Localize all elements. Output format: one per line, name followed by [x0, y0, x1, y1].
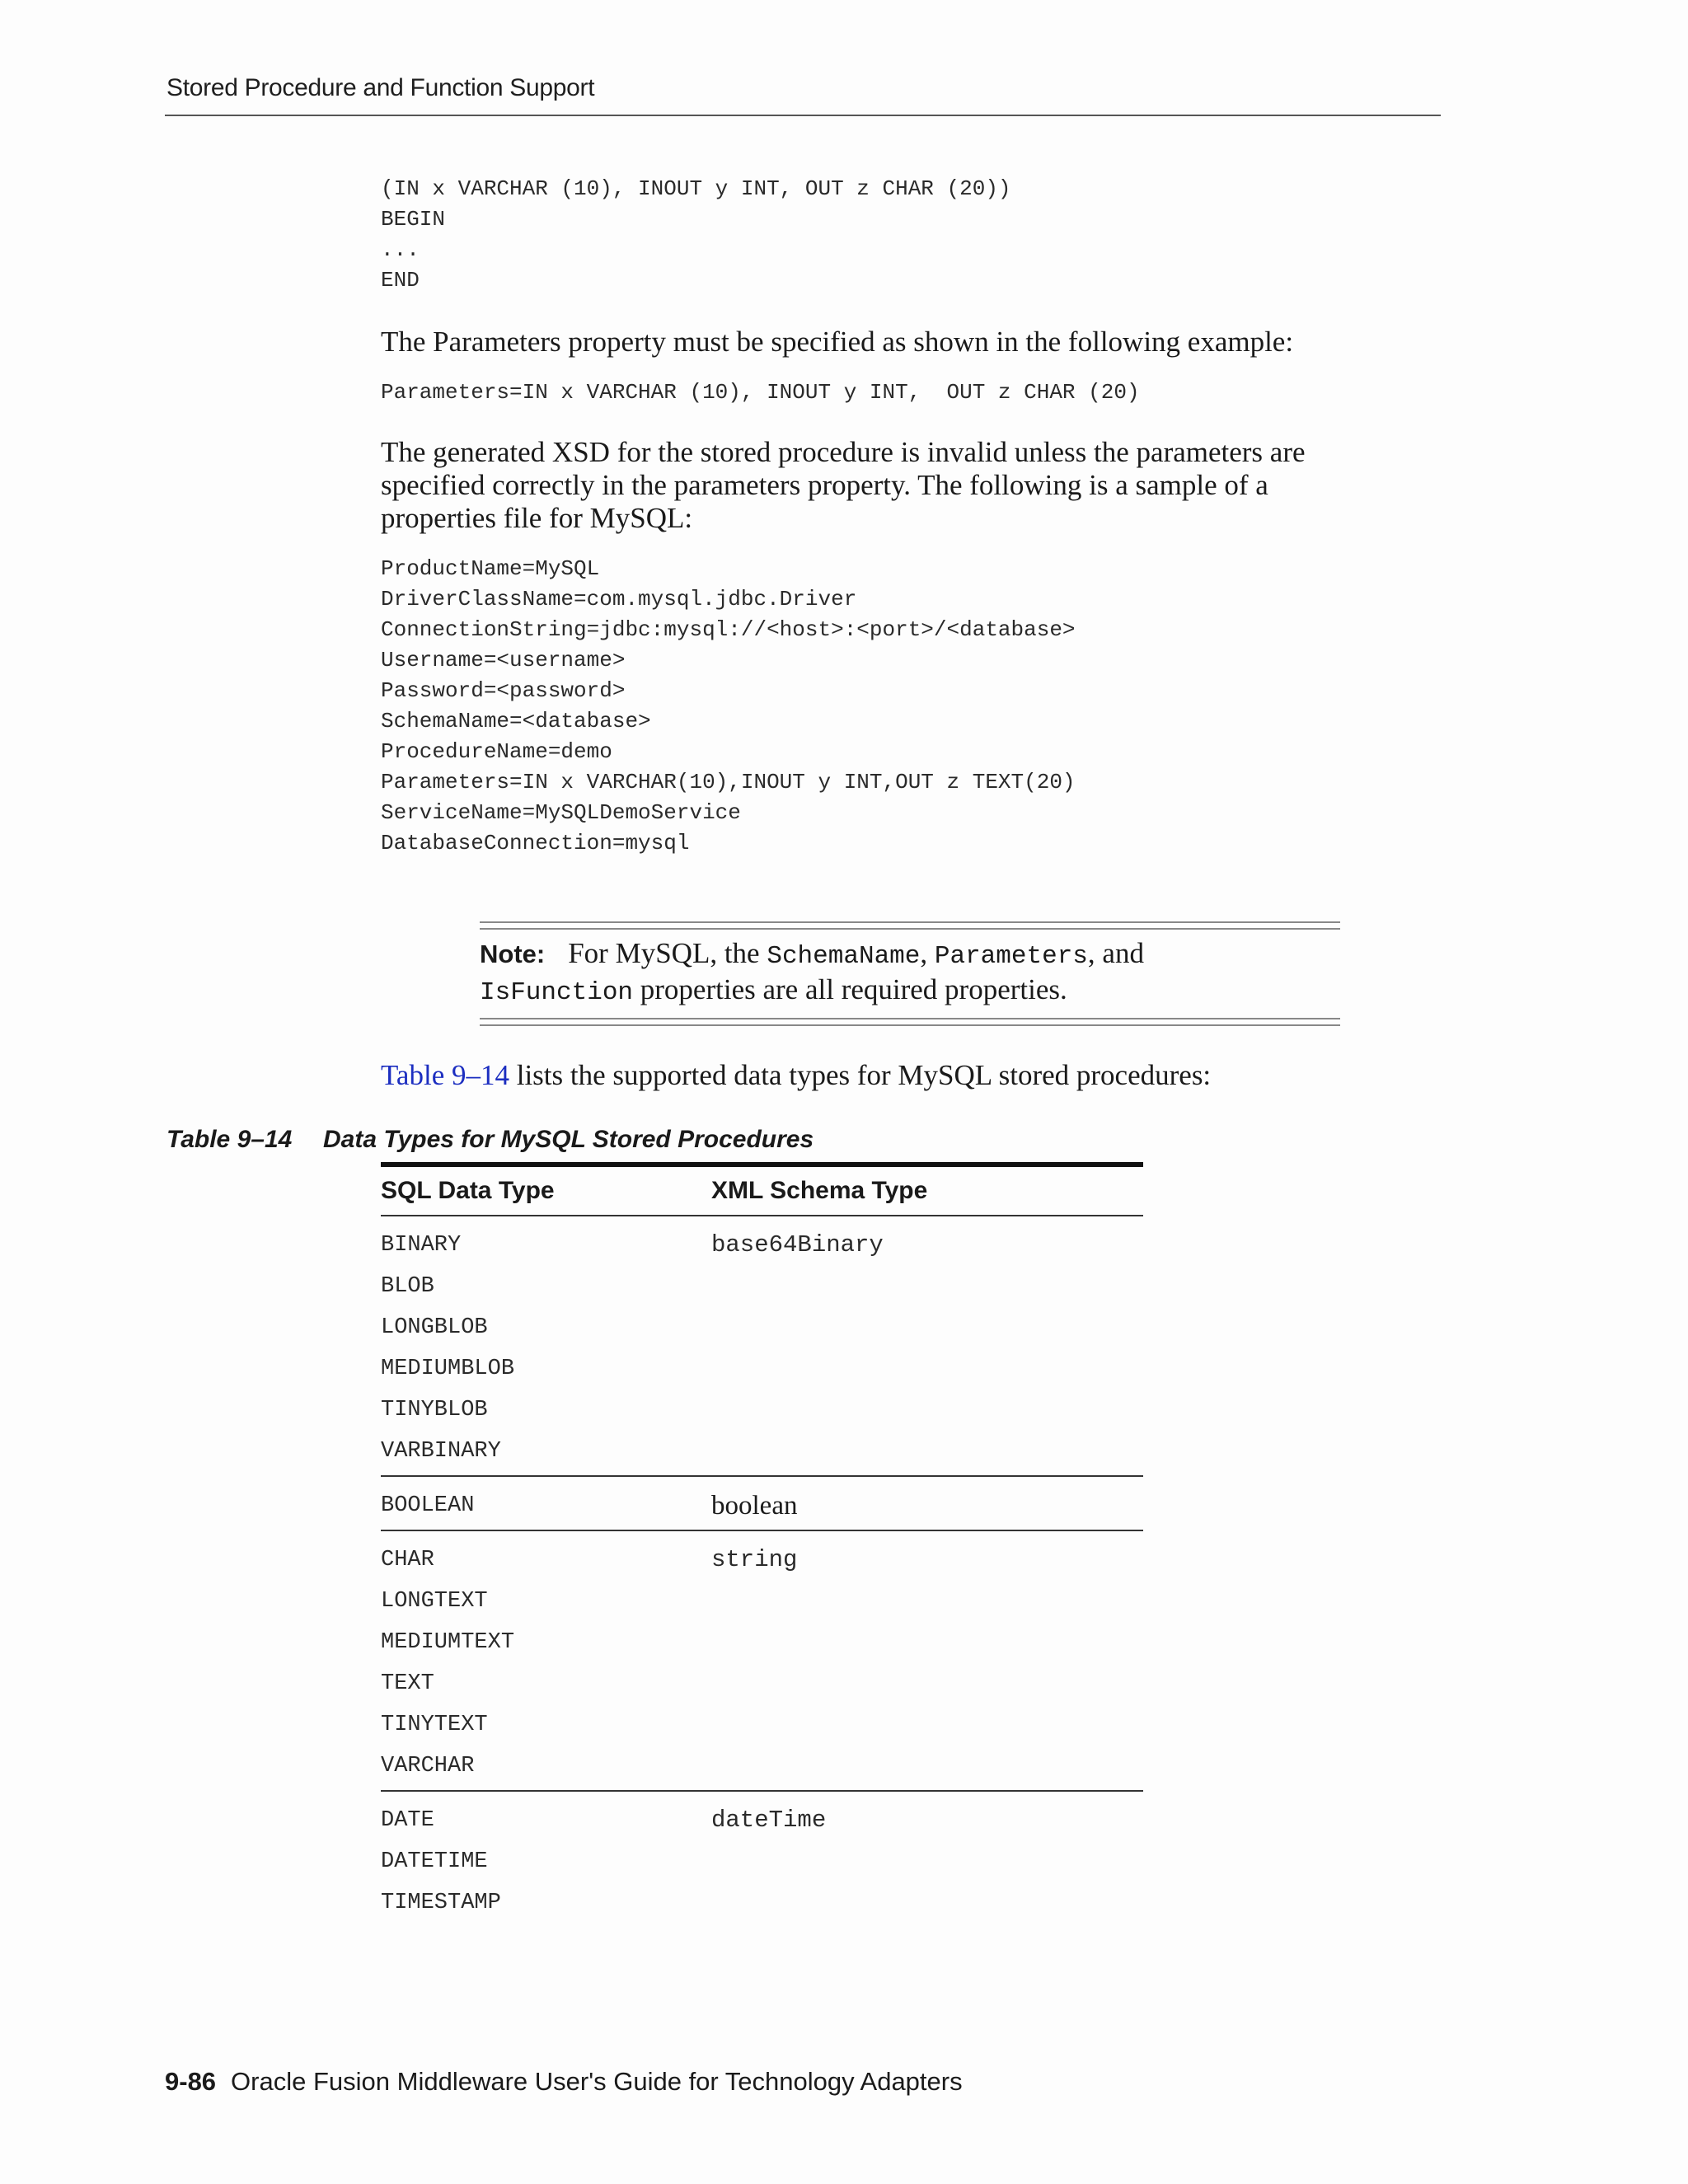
sql-type: TINYTEXT	[381, 1713, 488, 1737]
table-header-row	[381, 1165, 1143, 1216]
code-line: BEGIN	[381, 207, 446, 232]
sql-type: TIMESTAMP	[381, 1891, 501, 1915]
xml-type-cell	[711, 1476, 1143, 1530]
note-text: , and	[1087, 937, 1144, 969]
note-top-rule	[480, 921, 1340, 930]
note-box	[480, 937, 1353, 1010]
code-line: ConnectionString=jdbc:mysql://<host>:<port>/<database>	[381, 617, 1076, 642]
code-block-parameters-example	[381, 377, 1140, 408]
sql-type-cell	[381, 1791, 711, 1927]
table-caption-number: Table 9–14	[166, 1126, 293, 1153]
note-label: Note:	[480, 940, 546, 968]
sql-type-cell	[381, 1476, 711, 1530]
paragraph-parameters-intro: The Parameters property must be specified as shown in the following example:	[381, 326, 1294, 358]
xml-type: base64Binary	[711, 1231, 884, 1258]
table-caption	[166, 1126, 814, 1154]
table-cross-reference-link[interactable]: Table 9–14	[381, 1059, 509, 1091]
sql-type: TEXT	[381, 1671, 434, 1696]
code-line: END	[381, 268, 420, 293]
code-line: Parameters=IN x VARCHAR (10), INOUT y INT, OUT z CHAR (20)	[381, 380, 1140, 405]
running-header: Stored Procedure and Function Support	[166, 74, 595, 101]
note-bottom-rule	[480, 1018, 1340, 1026]
code-line: DatabaseConnection=mysql	[381, 831, 690, 855]
sql-type: LONGBLOB	[381, 1315, 488, 1340]
data-types-table	[381, 1162, 1143, 1927]
xml-type: string	[711, 1546, 798, 1573]
column-header-sql-type: SQL Data Type	[381, 1165, 711, 1216]
sql-type: BLOB	[381, 1274, 434, 1299]
code-line: (IN x VARCHAR (10), INOUT y INT, OUT z CHAR (20))	[381, 176, 1011, 201]
code-line: SchemaName=<database>	[381, 709, 651, 733]
note-text: For MySQL, the	[568, 937, 767, 969]
column-header-xml-type: XML Schema Type	[711, 1165, 1143, 1216]
xml-type: boolean	[711, 1491, 798, 1521]
code-line: Password=<password>	[381, 678, 626, 703]
sql-type-cell	[381, 1530, 711, 1791]
sql-type: CHAR	[381, 1548, 434, 1572]
sql-type: BINARY	[381, 1233, 462, 1258]
code-block-properties-file	[381, 554, 1076, 859]
note-code-parameters: Parameters	[934, 942, 1088, 971]
sql-type: LONGTEXT	[381, 1589, 488, 1614]
sql-type: VARCHAR	[381, 1754, 475, 1779]
sql-type: VARBINARY	[381, 1439, 501, 1464]
sql-type: DATE	[381, 1808, 434, 1833]
header-rule	[165, 115, 1441, 116]
sql-type-cell	[381, 1216, 711, 1476]
sql-type: TINYBLOB	[381, 1398, 488, 1422]
paragraph-xsd-warning: The generated XSD for the stored procedure is invalid unless the parameters are specified correctly in the parameters property. The following is a sample of a properties file for MySQL:	[381, 436, 1306, 534]
page-footer	[165, 2067, 963, 2097]
table-row	[381, 1791, 1143, 1927]
table-row	[381, 1476, 1143, 1530]
note-text: properties are all required properties.	[633, 973, 1067, 1005]
xml-type: dateTime	[711, 1807, 827, 1834]
sql-type: MEDIUMTEXT	[381, 1630, 515, 1655]
page-number: 9-86	[165, 2067, 217, 2096]
code-block-procedure-signature	[381, 174, 1011, 296]
xml-type-cell	[711, 1530, 1143, 1791]
book-title: Oracle Fusion Middleware User's Guide for Technology Adapters	[231, 2067, 963, 2096]
note-code-schemaname: SchemaName	[767, 942, 921, 971]
sql-type: BOOLEAN	[381, 1493, 475, 1518]
paragraph-text: lists the supported data types for MySQL stored procedures:	[509, 1059, 1212, 1091]
paragraph-table-intro	[381, 1059, 1469, 1092]
note-code-isfunction: IsFunction	[480, 978, 634, 1007]
code-line: ServiceName=MySQLDemoService	[381, 800, 741, 825]
table-row	[381, 1530, 1143, 1791]
code-line: DriverClassName=com.mysql.jdbc.Driver	[381, 587, 857, 612]
code-line: ProcedureName=demo	[381, 739, 612, 764]
note-text: ,	[920, 937, 935, 969]
code-line: Username=<username>	[381, 648, 626, 673]
xml-type-cell	[711, 1216, 1143, 1476]
table-caption-title: Data Types for MySQL Stored Procedures	[323, 1126, 814, 1153]
xml-type-cell	[711, 1791, 1143, 1927]
sql-type: DATETIME	[381, 1849, 488, 1874]
table-row	[381, 1216, 1143, 1476]
code-line: ...	[381, 237, 420, 262]
code-line: Parameters=IN x VARCHAR(10),INOUT y INT,OUT z TEXT(20)	[381, 770, 1076, 794]
code-line: ProductName=MySQL	[381, 556, 600, 581]
sql-type: MEDIUMBLOB	[381, 1357, 515, 1381]
